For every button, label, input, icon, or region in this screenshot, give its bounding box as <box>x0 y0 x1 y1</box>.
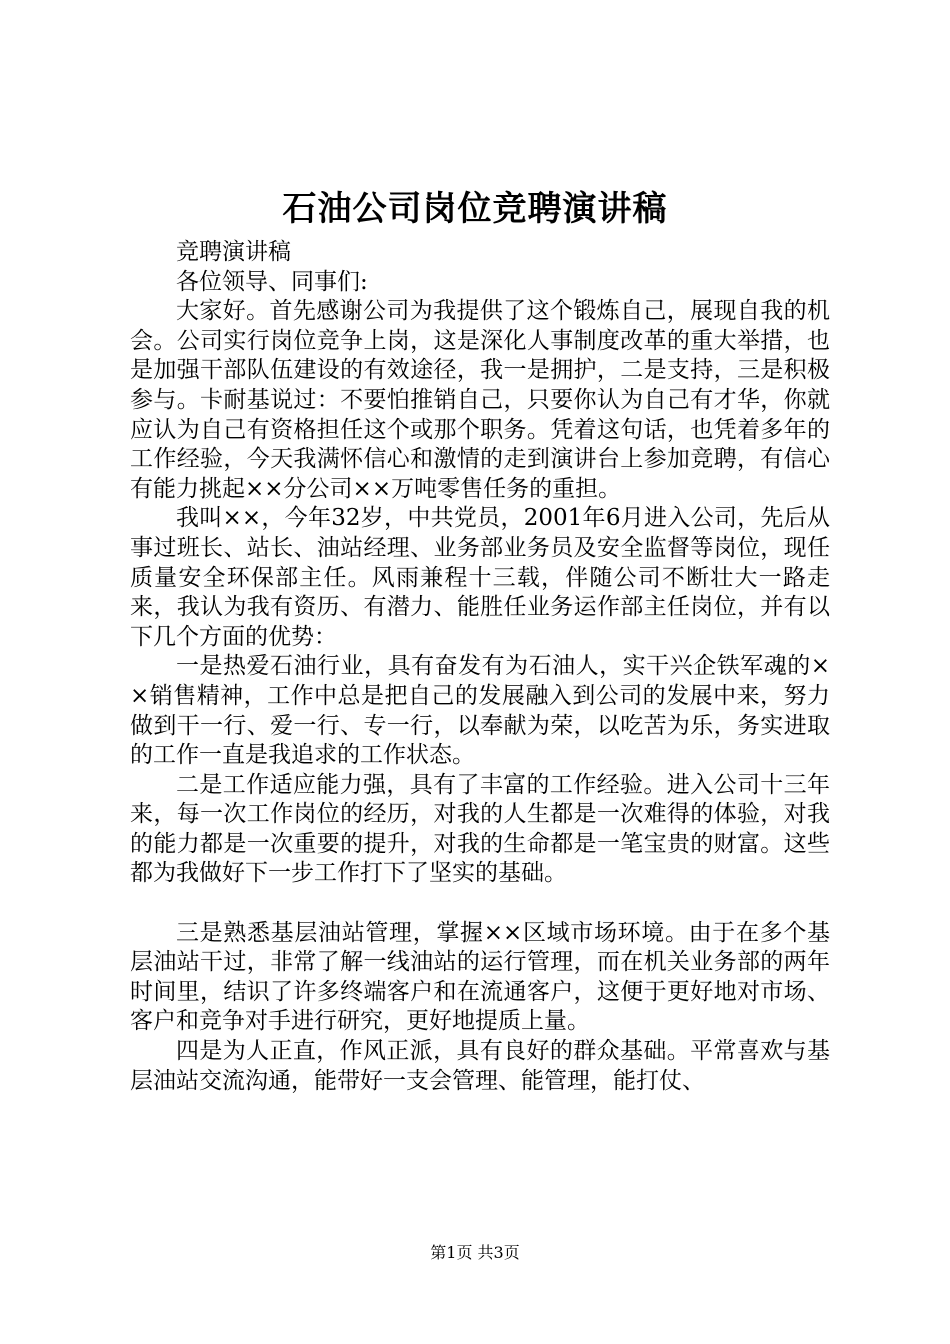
paragraph-advantage-4: 四是为人正直，作风正派，具有良好的群众基础。平常喜欢与基层油站交流沟通，能带好一支会管理、能管理，能打仗、 <box>130 1038 830 1094</box>
document-title: 石油公司岗位竞聘演讲稿 <box>282 189 668 229</box>
paragraph-advantage-3: 三是熟悉基层油站管理，掌握××区域市场环境。由于在多个基层油站干过，非常了解一线油站的运行管理，而在机关业务部的两年时间里，结识了许多终端客户和在流通客户，这便于更好地对市场、客户和竞争对手进行研究，更好地提质上量。 <box>130 919 830 1035</box>
document-body <box>130 238 830 1096</box>
subtitle-line: 竞聘演讲稿 <box>176 239 291 265</box>
paragraph-self-introduction: 我叫××，今年32岁，中共党员，2001年6月进入公司，先后从事过班长、站长、油站经理、业务部业务员及安全监督等岗位，现任质量安全环保部主任。风雨兼程十三载，伴随公司不断壮大一路走来，我认为我有资历、有潜力、能胜任业务运作部主任岗位，并有以下几个方面的优势： <box>130 505 830 650</box>
paragraph-advantage-1: 一是热爱石油行业，具有奋发有为石油人，实干兴企铁军魂的××销售精神，工作中总是把自己的发展融入到公司的发展中来，努力做到干一行、爱一行、专一行，以奉献为荣，以吃苦为乐，务实进取的工作一直是我追求的工作状态。 <box>130 653 830 769</box>
paragraph-intro: 大家好。首先感谢公司为我提供了这个锻炼自己，展现自我的机会。公司实行岗位竞争上岗，这是深化人事制度改革的重大举措，也是加强干部队伍建设的有效途径，我一是拥护，二是支持，三是积极参与。卡耐基说过：不要怕推销自己，只要你认为自己有才华，你就应认为自己有资格担任这个或那个职务。凭着这句话，也凭着多年的工作经验，今天我满怀信心和激情的走到演讲台上参加竞聘，有信心有能力挑起××分公司××万吨零售任务的重担。 <box>130 298 830 502</box>
paragraph-advantage-2: 二是工作适应能力强，具有了丰富的工作经验。进入公司十三年来，每一次工作岗位的经历，对我的人生都是一次难得的体验，对我的能力都是一次重要的提升，对我的生命都是一笔宝贵的财富。这些都为我做好下一步工作打下了坚实的基础。 <box>130 771 830 887</box>
salutation: 各位领导、同事们: <box>176 268 368 295</box>
page-footer: 第1页 共3页 <box>430 1243 520 1262</box>
